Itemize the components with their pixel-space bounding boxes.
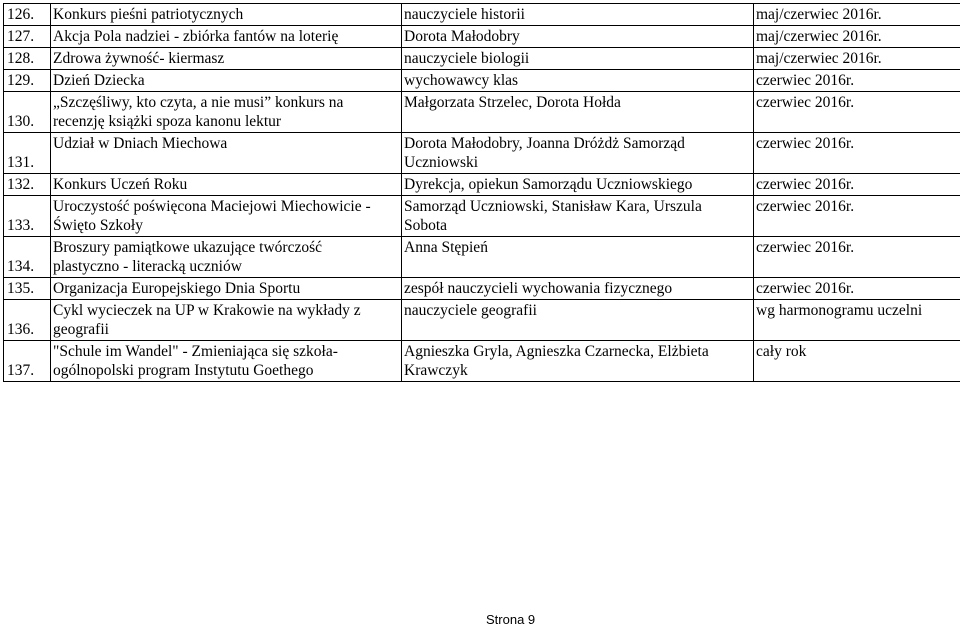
date-cell: czerwiec 2016r. — [754, 237, 960, 278]
date-cell: czerwiec 2016r. — [754, 278, 960, 300]
responsible-line: Krawczyk — [404, 362, 468, 379]
date-cell: wg harmonogramu uczelni — [754, 300, 960, 341]
date-cell: czerwiec 2016r. — [754, 92, 960, 133]
responsible-cell: nauczyciele historii — [402, 4, 754, 26]
responsible-cell — [402, 341, 754, 382]
responsible-line: Samorząd Uczniowski, Stanisław Kara, Urszula — [404, 198, 702, 215]
row-number: 126. — [4, 4, 51, 26]
event-cell: Udział w Dniach Miechowa — [51, 133, 402, 174]
row-number: 131. — [4, 133, 51, 174]
table-row — [4, 300, 960, 341]
event-cell: Akcja Pola nadziei - zbiórka fantów na loterię — [51, 26, 402, 48]
event-cell — [51, 92, 402, 133]
event-cell — [51, 341, 402, 382]
event-cell — [51, 300, 402, 341]
responsible-cell: zespół nauczycieli wychowania fizycznego — [402, 278, 754, 300]
date-cell: maj/czerwiec 2016r. — [754, 48, 960, 70]
event-line: Święto Szkoły — [53, 217, 143, 234]
event-cell — [51, 196, 402, 237]
row-number: 135. — [4, 278, 51, 300]
table-row — [4, 70, 960, 92]
date-cell: maj/czerwiec 2016r. — [754, 26, 960, 48]
table-row — [4, 278, 960, 300]
event-line: Uroczystość poświęcona Maciejowi Miechowicie - — [53, 198, 371, 215]
responsible-cell: Dyrekcja, opiekun Samorządu Uczniowskiego — [402, 174, 754, 196]
event-line: "Schule im Wandel" - Zmieniająca się szkoła- — [53, 343, 338, 360]
date-cell: maj/czerwiec 2016r. — [754, 4, 960, 26]
row-number: 133. — [4, 196, 51, 237]
row-number: 127. — [4, 26, 51, 48]
table-row — [4, 237, 960, 278]
date-cell: cały rok — [754, 341, 960, 382]
table-row — [4, 133, 960, 174]
date-cell: czerwiec 2016r. — [754, 133, 960, 174]
responsible-cell: nauczyciele biologii — [402, 48, 754, 70]
row-number: 134. — [4, 237, 51, 278]
event-cell: Konkurs Uczeń Roku — [51, 174, 402, 196]
responsible-cell — [402, 133, 754, 174]
event-line: Cykl wycieczek na UP w Krakowie na wykłady z — [53, 302, 361, 319]
event-line: Broszury pamiątkowe ukazujące twórczość — [53, 239, 322, 256]
event-line: plastyczno - literacką uczniów — [53, 258, 242, 275]
date-cell: czerwiec 2016r. — [754, 70, 960, 92]
responsible-cell: wychowawcy klas — [402, 70, 754, 92]
table-row — [4, 196, 960, 237]
row-number: 128. — [4, 48, 51, 70]
responsible-line: Dorota Małodobry, Joanna Dróżdż Samorząd — [404, 135, 685, 152]
responsible-cell: Małgorzata Strzelec, Dorota Hołda — [402, 92, 754, 133]
event-line: ogólnopolski program Instytutu Goethego — [53, 362, 314, 379]
responsible-line: Agnieszka Gryla, Agnieszka Czarnecka, Elżbieta — [404, 343, 709, 360]
event-cell: Konkurs pieśni patriotycznych — [51, 4, 402, 26]
responsible-cell: Dorota Małodobry — [402, 26, 754, 48]
responsible-cell — [402, 196, 754, 237]
table-row — [4, 4, 960, 26]
table-row — [4, 26, 960, 48]
table-row — [4, 341, 960, 382]
responsible-cell: Anna Stępień — [402, 237, 754, 278]
event-line: „Szczęśliwy, kto czyta, a nie musi” konkurs na — [53, 94, 344, 111]
row-number: 132. — [4, 174, 51, 196]
event-cell — [51, 237, 402, 278]
event-line: recenzję książki spoza kanonu lektur — [53, 113, 282, 130]
event-line: geografii — [53, 321, 109, 338]
page-footer: Strona 9 — [486, 612, 536, 627]
responsible-line: Uczniowski — [404, 154, 479, 171]
responsible-cell: nauczyciele geografii — [402, 300, 754, 341]
row-number: 130. — [4, 92, 51, 133]
responsible-line: Sobota — [404, 217, 448, 234]
table-row — [4, 92, 960, 133]
table-row — [4, 174, 960, 196]
row-number: 129. — [4, 70, 51, 92]
date-cell: czerwiec 2016r. — [754, 196, 960, 237]
date-cell: czerwiec 2016r. — [754, 174, 960, 196]
row-number: 136. — [4, 300, 51, 341]
event-cell: Dzień Dziecka — [51, 70, 402, 92]
event-cell: Zdrowa żywność- kiermasz — [51, 48, 402, 70]
schedule-table — [3, 3, 960, 382]
event-cell: Organizacja Europejskiego Dnia Sportu — [51, 278, 402, 300]
table-row — [4, 48, 960, 70]
row-number: 137. — [4, 341, 51, 382]
